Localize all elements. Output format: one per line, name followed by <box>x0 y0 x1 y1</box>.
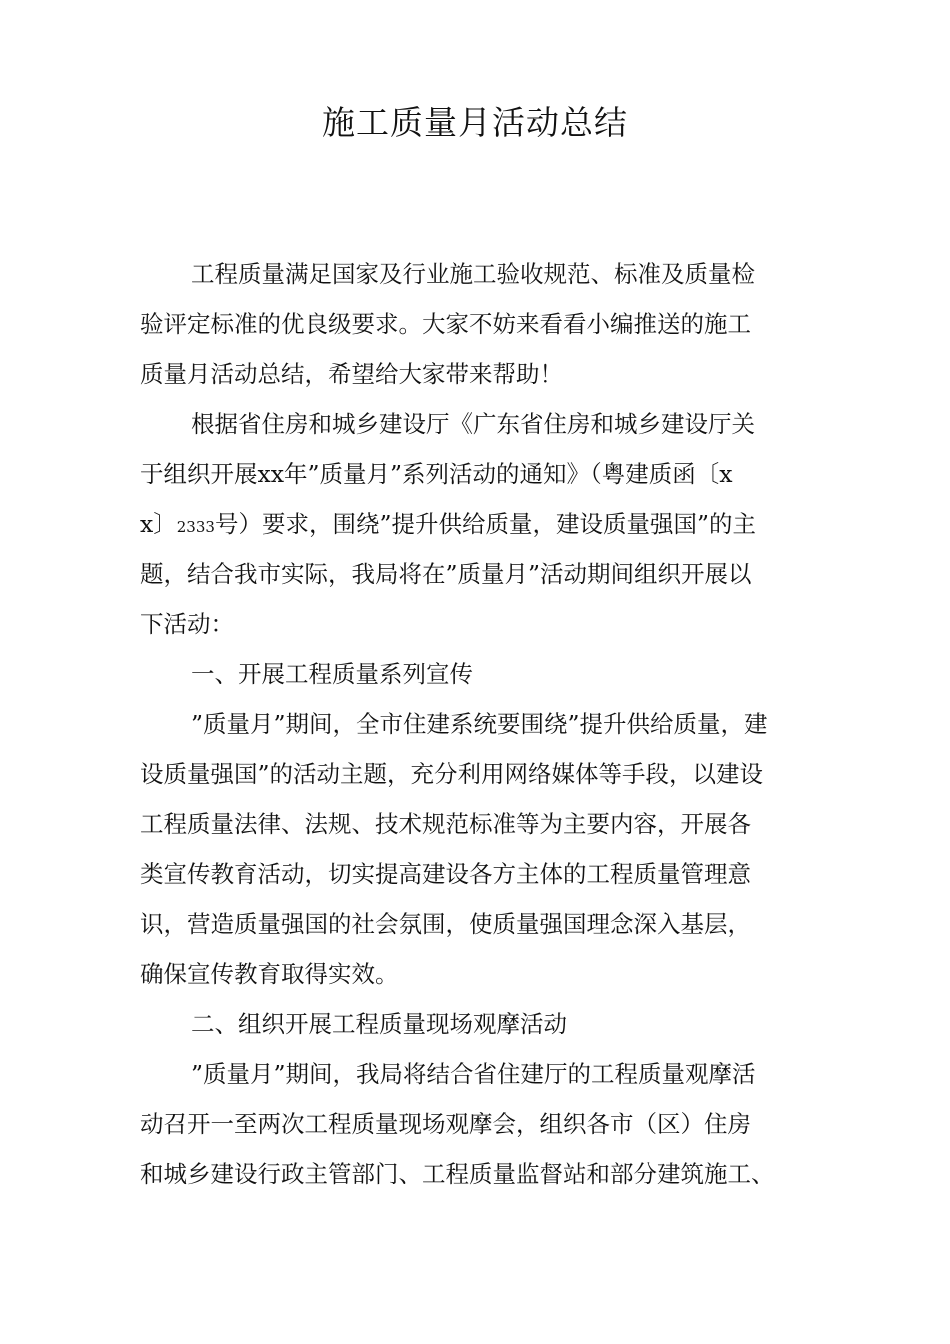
section-heading: 一、开展工程质量系列宣传 <box>191 660 473 688</box>
paragraph-line: 工程质量满足国家及行业施工验收规范、标准及质量检 <box>191 260 755 288</box>
document-title: 施工质量月活动总结 <box>322 103 628 142</box>
paragraph-line: 质量月活动总结，希望给大家带来帮助！ <box>140 360 563 388</box>
document-body <box>140 249 820 1199</box>
paragraph-line: 于组织开展xx年”质量月”系列活动的通知》（粤建质函〔x <box>140 460 733 488</box>
paragraph-line: 下活动： <box>140 610 234 638</box>
paragraph-line: 验评定标准的优良级要求。大家不妨来看看小编推送的施工 <box>140 310 751 338</box>
line-segment: x〕 <box>140 510 177 538</box>
document-number: 2333 <box>176 518 215 536</box>
paragraph-line: 题，结合我市实际，我局将在”质量月”活动期间组织开展以 <box>140 560 752 588</box>
paragraph-line: 识，营造质量强国的社会氛围，使质量强国理念深入基层， <box>140 910 751 938</box>
paragraph-line: 工程质量法律、法规、技术规范标准等为主要内容，开展各 <box>140 810 751 838</box>
line-segment: 号）要求，围绕”提升供给质量，建设质量强国”的主 <box>214 510 756 538</box>
section-heading: 二、组织开展工程质量现场观摩活动 <box>191 1010 567 1038</box>
paragraph-line: 设质量强国”的活动主题，充分利用网络媒体等手段，以建设 <box>140 760 764 788</box>
paragraph-line: ”质量月”期间，我局将结合省住建厅的工程质量观摩活 <box>191 1060 756 1088</box>
paragraph-line <box>140 499 820 549</box>
paragraph-line: 动召开一至两次工程质量现场观摩会，组织各市（区）住房 <box>140 1110 751 1138</box>
paragraph-line: 确保宣传教育取得实效。 <box>140 960 399 988</box>
paragraph-line: 和城乡建设行政主管部门、工程质量监督站和部分建筑施工、 <box>140 1160 775 1188</box>
paragraph-line: 根据省住房和城乡建设厅《广东省住房和城乡建设厅关 <box>191 410 755 438</box>
paragraph-line: ”质量月”期间，全市住建系统要围绕”提升供给质量，建 <box>191 710 768 738</box>
paragraph-line: 类宣传教育活动，切实提高建设各方主体的工程质量管理意 <box>140 860 751 888</box>
